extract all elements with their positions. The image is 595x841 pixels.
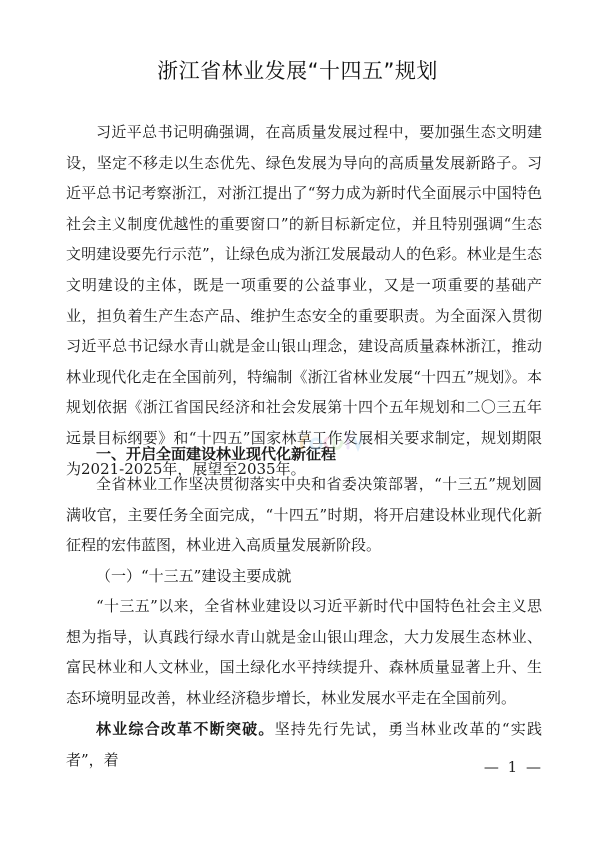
- subsection-paragraph: “十三五”以来，全省林业建设以习近平新时代中国特色社会主义思想为指导，认真践行绿水青山就是金山银山理念，大力发展生态林业、富民林业和人文林业，国土绿化水平持续提升、森林质量显著上升、生态环境明显改善，林业经济稳步增长，林业发展水平走在全国前列。: [66, 597, 542, 707]
- page-number: — 1 —: [483, 758, 543, 776]
- subsection-heading: （一）“十三五”建设主要成就: [96, 567, 292, 585]
- section-heading: 一、开启全面建设林业现代化新征程: [96, 445, 337, 463]
- reform-lead: 林业综合改革不断突破。: [96, 720, 275, 738]
- reform-paragraph: [66, 714, 542, 775]
- intro-paragraph: 习近平总书记明确强调，在高质量发展过程中，要加强生态文明建设，坚定不移走以生态优先、绿色发展为导向的高质量发展新路子。习近平总书记考察浙江，对浙江提出了“努力成为新时代全面展示中国特色社会主义制度优越性的重要窗口”的新目标新定位，并且特别强调“生态文明建设要先行示范”，让绿色成为浙江发展最动人的色彩。林业是生态文明建设的主体，既是一项重要的公益事业，又是一项重要的基础产业，担负着生产生态产品、维护生态安全的重要职责。为全面深入贯彻习近平总书记绿水青山就是金山银山理念，建设高质量森林浙江，推动林业现代化走在全国前列，特编制《浙江省林业发展“十四五”规划》。本规划依据《浙江省国民经济和社会发展第十四个五年规划和二〇三五年远景目标纲要》和“十四五”国家林草工作发展相关要求制定，规划期限为2021-2025年，展望至2035年。: [66, 123, 542, 478]
- document-title: 浙江省林业发展“十四五”规划: [157, 59, 438, 83]
- reform-text: 坚持先行先试，勇当林业改革的“实践者”，着: [66, 720, 542, 769]
- section-paragraph: 全省林业工作坚决贯彻落实中央和省委决策部署，“十三五”规划圆满收官，主要任务全面完成，“十四五”时期，将开启建设林业现代化新征程的宏伟蓝图，林业进入高质量发展新阶段。: [66, 475, 542, 555]
